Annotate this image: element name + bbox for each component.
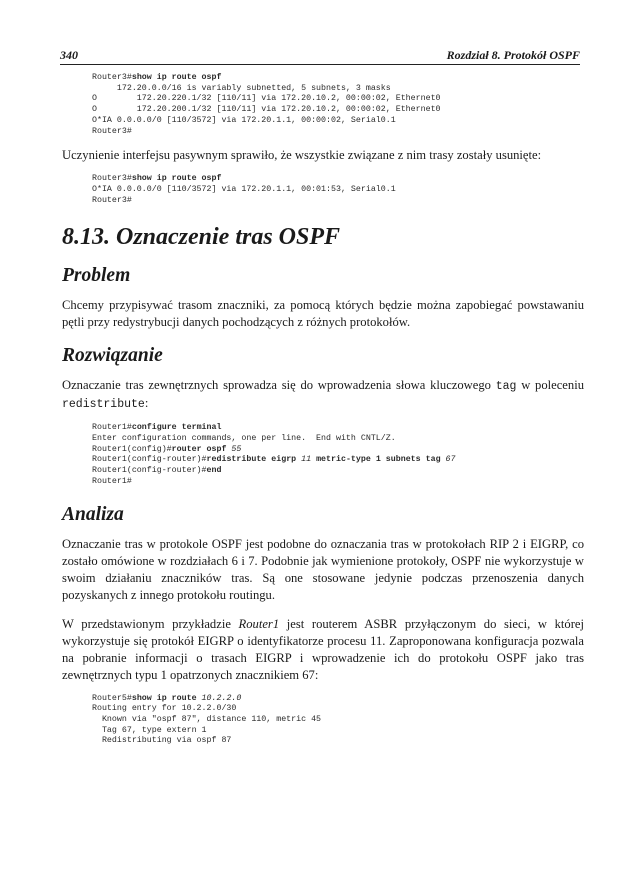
analysis-paragraph-1: Oznaczanie tras w protokole OSPF jest podobne do oznaczania tras w protokołach RIP 2 i EIGRP, co zostało omówione w rozdziałach 6 i 7. Podobnie jak wymienione protokoły, OSPF nie wykorzystuje w swoim działaniu znaczników tras. Są one stosowane jedynie podczas przenoszenia danych pozyskanych z innego protokołu routingu.: [62, 536, 584, 602]
analysis-heading: Analiza: [62, 503, 124, 525]
code-line: O 172.20.220.1/32 [110/11] via 172.20.10.2, 00:00:02, Ethernet0: [92, 94, 441, 104]
page-number: 340: [60, 48, 78, 62]
code-line: Router1(config-router)#end: [92, 466, 222, 476]
code-line: Router1#: [92, 476, 132, 486]
code-line: 172.20.0.0/16 is variably subnetted, 5 subnets, 3 masks: [92, 83, 391, 93]
code-line: O*IA 0.0.0.0/0 [110/3572] via 172.20.1.1, 00:00:02, Serial0.1: [92, 115, 396, 125]
code-line: Routing entry for 10.2.2.0/30: [92, 704, 237, 714]
chapter-title: Rozdział 8. Protokół OSPF: [446, 48, 580, 62]
code-block-show-route-after: [92, 174, 584, 206]
section-title: 8.13. Oznaczenie tras OSPF: [62, 224, 341, 251]
keyword-tag: tag: [495, 380, 517, 394]
code-line: Router3#show ip route ospf: [92, 73, 222, 82]
code-line: Tag 67, type extern 1: [92, 725, 207, 735]
paragraph-passive-interface: Uczynienie interfejsu pasywnym sprawiło, że wszystkie związane z nim trasy zostały usunięte:: [62, 148, 542, 163]
code-line: Router3#: [92, 195, 132, 205]
page-content: [62, 73, 584, 747]
keyword-redistribute: redistribute: [62, 398, 145, 412]
page-header: [60, 48, 580, 65]
analysis-paragraph-2: W przedstawionym przykładzie Router1 jest routerem ASBR przyłączonym do sieci, w której wykorzystuje się protokół EIGRP o identyfikatorze procesu 11. Zaproponowana konfiguracja pozwala na pobranie informacji o trasach EIGRP i wprowadzenie ich do protokołu OSPF jako tras zewnętrznych typu 1 opatrzonych znacznikiem 67:: [62, 616, 584, 682]
code-block-show-route-before: [92, 73, 584, 137]
code-line: Router1(config)#router ospf 55: [92, 444, 242, 454]
problem-paragraph: Chcemy przypisywać trasom znaczniki, za pomocą których będzie można zapobiegać powstawaniu pętli przy redystrybucji danych pochodzących z różnych protokołów.: [62, 298, 584, 330]
code-line: Router1#configure terminal: [92, 423, 222, 433]
router-name: Router1: [238, 616, 280, 631]
solution-paragraph: Oznaczanie tras zewnętrznych sprowadza się do wprowadzenia słowa kluczowego tag w poleceniu redistribute:: [62, 378, 584, 412]
code-line: O 172.20.200.1/32 [110/11] via 172.20.10.2, 00:00:02, Ethernet0: [92, 105, 441, 115]
code-line: Redistributing via ospf 87: [92, 736, 232, 746]
problem-heading: Problem: [62, 265, 131, 287]
code-line: Router3#show ip route ospf: [92, 174, 222, 184]
code-line: Enter configuration commands, one per line. End with CNTL/Z.: [92, 434, 396, 444]
code-line: Router5#show ip route 10.2.2.0: [92, 693, 242, 703]
solution-heading: Rozwiązanie: [62, 345, 163, 367]
code-block-configure-tag: [92, 423, 584, 487]
code-line: Router1(config-router)#redistribute eigrp 11 metric-type 1 subnets tag 67: [92, 455, 456, 465]
code-line: Router3#: [92, 126, 132, 136]
code-block-show-route-tag: [92, 694, 584, 748]
code-line: O*IA 0.0.0.0/0 [110/3572] via 172.20.1.1, 00:01:53, Serial0.1: [92, 184, 396, 194]
code-line: Known via "ospf 87", distance 110, metric 45: [92, 714, 322, 724]
